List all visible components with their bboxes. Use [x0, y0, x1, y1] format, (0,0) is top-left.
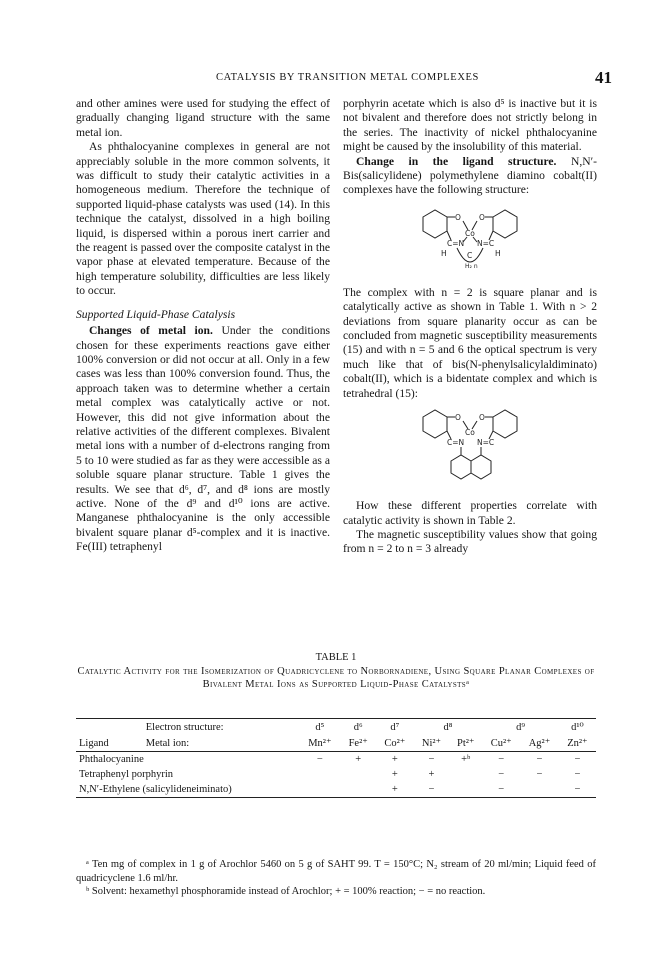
table-cell: + — [391, 754, 398, 765]
electron-cell: d⁹ — [516, 721, 525, 733]
metal-header: Cu²⁺ — [490, 738, 512, 749]
structure-figure-bis-phenyl — [405, 405, 535, 497]
left-paragraph-2: As phthalocyanine complexes in general are not appreciably soluble in the more common solvents, it was difficult to study their catalytic activities in a homogeneous medium. Therefore the technique of supported liquid-phase catalysts was used (14). In this technique the catalyst, dissolved in a high boiling liquid, is dispersed within a porous inert carrier and the reagent is passed over the composite catalyst in the vapor phase at elevated temperature. Because of the high temperature solubility, difficulties are less likely to occur. — [76, 140, 331, 298]
running-title: CATALYSIS BY TRANSITION METAL COMPLEXES — [216, 72, 479, 83]
electron-cell: d⁷ — [390, 721, 400, 733]
table-cell: − — [498, 784, 505, 795]
table-cell — [449, 782, 482, 798]
label-h-left: H — [441, 248, 447, 258]
table-cell: +ᵇ — [461, 754, 471, 765]
table-cell: + — [428, 769, 435, 780]
right-paragraph-2-text: N,N′-Bis(salicylidene) polymethylene diamino cobalt(II) complexes have the following structure: — [343, 154, 597, 197]
page-number: 41 — [595, 68, 612, 87]
label-h2n: H₂ n — [465, 262, 478, 270]
metal-header: Ag²⁺ — [528, 738, 551, 749]
metal-header: Fe²⁺ — [348, 738, 368, 749]
table-header-row — [76, 735, 596, 752]
table-cell: + — [391, 769, 398, 780]
upper-left-ring — [423, 410, 447, 438]
ligand-cell: N,N′-Ethylene (salicylideneiminato) — [79, 784, 232, 795]
electron-structure-label: Electron structure: — [145, 721, 224, 733]
electron-cell: d⁸ — [443, 721, 453, 733]
label-o-right: O — [479, 413, 485, 423]
electron-cell: d¹⁰ — [571, 722, 584, 733]
upper-right-ring — [493, 410, 517, 438]
table-cell: + — [391, 784, 398, 795]
label-o-right: O — [479, 212, 485, 222]
label-co: Co — [465, 428, 475, 438]
ligand-cell: Phthalocyanine — [79, 754, 144, 765]
table-cell: − — [498, 769, 505, 780]
table-cell: − — [536, 769, 543, 780]
table-1 — [76, 718, 596, 798]
table-cell: − — [574, 784, 581, 795]
label-cn-left: C=N — [447, 238, 465, 248]
table-cell — [340, 767, 375, 782]
left-column — [76, 97, 330, 555]
table-caption-block — [76, 651, 596, 692]
metal-header: Pt²⁺ — [457, 738, 475, 749]
label-o-left: O — [455, 413, 461, 423]
table-cell — [449, 767, 482, 782]
metal-header: Zn²⁺ — [567, 738, 588, 749]
right-paragraph-3: The complex with n = 2 is square planar and is catalytically active as shown in Table 1. With n > 2 deviations from square planarity occur as can be concluded from magnetic susceptibility measurements (15) and with n = 5 and 6 the optical spectrum is very much like that of bis(N-phenylsalicylaldiminato) cobalt(II), which is a bidentate complex and which is tetrahedral (15): — [343, 285, 597, 400]
table-cell — [299, 782, 340, 798]
left-paragraph-1: and other amines were used for studying the effect of gradually changing ligand structure with the same metal ion. — [76, 97, 330, 139]
table-label: TABLE 1 — [315, 652, 357, 663]
table-cell — [520, 782, 559, 798]
metal-ion-label: Metal ion: — [145, 737, 190, 749]
table-caption: Catalytic Activity for the Isomerization of Quadricyclene to Norbornadiene, Using Square Planar Complexes of Bivalent Metal Ions as Supported Liquid-Phase Catalystsᵃ — [77, 665, 595, 690]
electron-cell: d⁶ — [353, 721, 363, 733]
table-cell: − — [428, 754, 435, 765]
structure-figure-polymethylene — [405, 202, 535, 284]
label-co: Co — [465, 228, 475, 238]
label-c: C — [467, 250, 473, 260]
label-nc-right: N=C — [477, 238, 495, 248]
table-cell: + — [355, 754, 362, 765]
table-cell — [299, 767, 340, 782]
table-cell — [340, 782, 375, 798]
paragraph-heading-ligand: Change in the ligand structure. — [356, 154, 557, 168]
left-paragraph-3 — [76, 324, 330, 555]
label-h-right: H — [495, 248, 501, 258]
paragraph-heading-metal-ion: Changes of metal ion. — [89, 324, 213, 338]
left-paragraph-3-text: Under the conditions chosen for these experiments reactions gave either 100% conversion or did not occur at all. Only in a few cases was less than 100% conversion found. Thus, the approach taken was to determine whether a certain metal complex was catalytically active or not. However, this did not give information about the relative activities of the different complexes. Bivalent metal ions with a number of d-electrons ranging from 5 to 10 were studied as far as they were accessible as a soluble square planar structure. Table 1 gives the results. We see that d⁶, d⁷, and d⁸ ions are mostly active. None of the d⁹ and d¹⁰ ions are active. Manganese phthalocyanine is the only accessible bivalent square planar d⁵-complex and it is inactive. Fe(III) tetraphenyl — [76, 324, 330, 554]
table-cell: − — [316, 754, 323, 765]
electron-cell: d⁵ — [315, 721, 325, 733]
table-cell: − — [498, 754, 505, 765]
table-electron-row — [76, 719, 596, 736]
table-cell: − — [574, 754, 581, 765]
table-row — [76, 767, 596, 782]
right-paragraph-2 — [343, 155, 597, 198]
right-paragraph-1: porphyrin acetate which is also d⁵ is inactive but it is not bivalent and therefore does not strictly belong in the series. The inactivity of nickel phthalocyanine might be caused by the insolubility of this material. — [343, 97, 597, 154]
right-paragraph-5: The magnetic susceptibility values show that going from n = 2 to n = 3 already — [343, 527, 597, 556]
label-cn-left: C=N — [447, 438, 465, 448]
table-cell: − — [574, 769, 581, 780]
metal-header: Mn²⁺ — [308, 738, 332, 749]
footnote-b: ᵇ Solvent: hexamethyl phosphoramide instead of Arochlor; + = 100% reaction; − = no reaction. — [86, 886, 486, 897]
ligand-header: Ligand — [79, 737, 109, 749]
table-footnotes — [76, 858, 596, 899]
metal-header: Ni²⁺ — [421, 738, 442, 749]
table-row — [76, 782, 596, 798]
section-title: Supported Liquid-Phase Catalysis — [76, 307, 236, 321]
lower-right-phenyl-ring — [471, 455, 491, 479]
table-cell: − — [428, 784, 435, 795]
left-benzene-ring — [423, 210, 447, 238]
table-row — [76, 752, 596, 768]
label-nc-right: N=C — [477, 438, 495, 448]
label-o-left: O — [455, 212, 461, 222]
right-benzene-ring — [493, 210, 517, 238]
ligand-cell: Tetraphenyl porphyrin — [79, 769, 174, 780]
right-paragraph-4: How these different properties correlate with catalytic activity is shown in Table 2. — [343, 499, 597, 527]
footnote-a: ᵃ Ten mg of complex in 1 g of Arochlor 5460 on 5 g of SAHT 99. T = 150°C; N₂ stream of 20 ml/min; Liquid feed of quadricyclene 1.6 ml/hr. — [76, 859, 596, 884]
right-column — [343, 97, 597, 557]
metal-header: Co²⁺ — [384, 738, 406, 749]
table-cell: − — [536, 754, 543, 765]
lower-left-phenyl-ring — [451, 455, 471, 479]
